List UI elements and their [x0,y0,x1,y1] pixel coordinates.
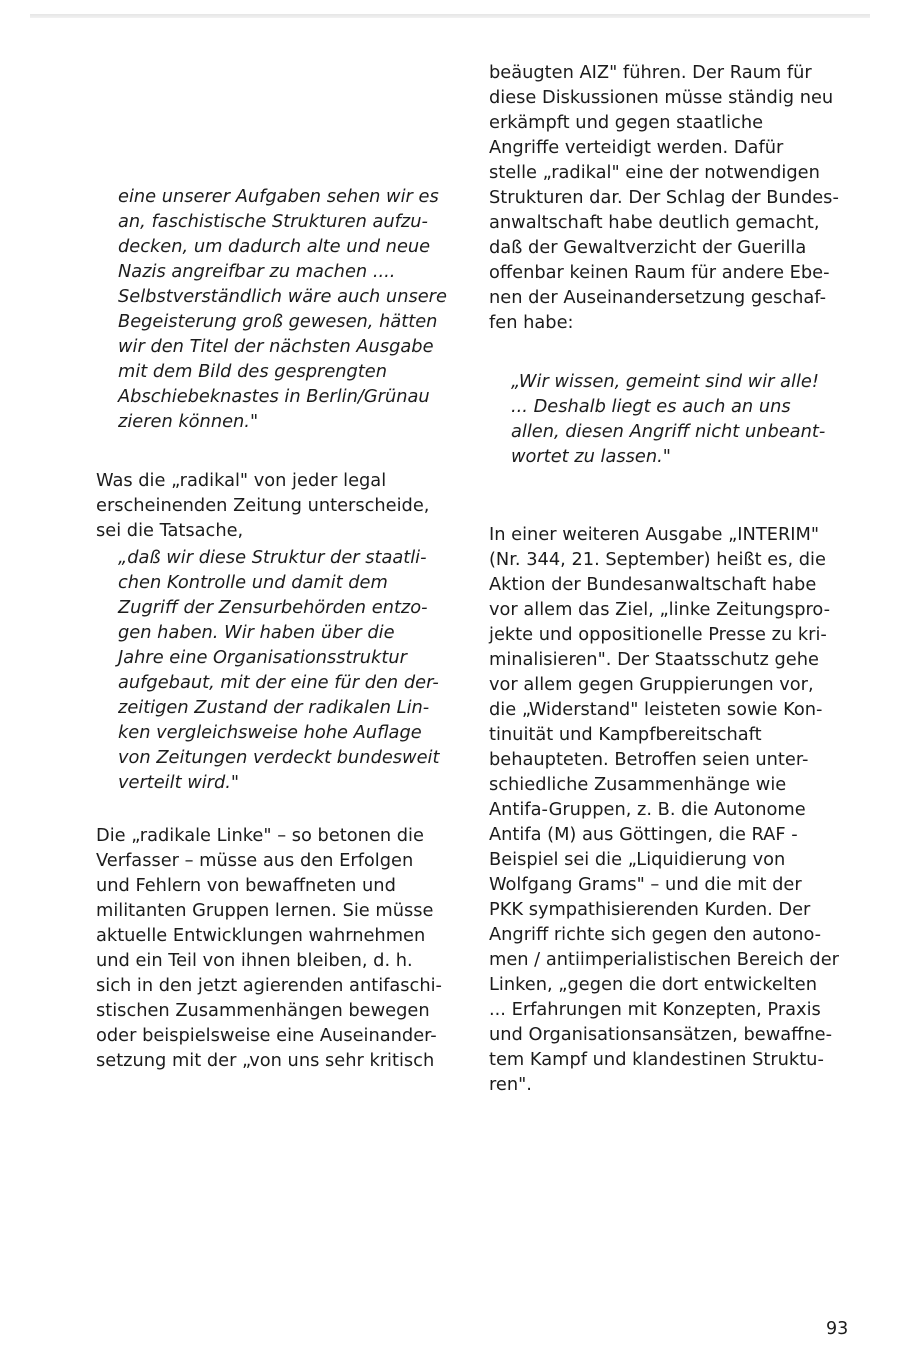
text-line: fen habe: [489,312,574,333]
text-line: Wolfgang Grams" – und die mit der [489,874,802,895]
text-line: stischen Zusammenhängen bewegen [96,1000,430,1021]
text-line: tinuität und Kampfbereitschaft [489,724,762,745]
paragraph-radikal-difference [96,468,429,543]
paragraph-discussion-space [489,60,839,335]
text-line: ... Deshalb liegt es auch an uns [511,396,791,417]
text-line: „Wir wissen, gemeint sind wir alle! [511,371,819,392]
text-line: vor allem das Ziel, „linke Zeitungspro- [489,599,831,620]
text-line: und Organisationsansätzen, bewaffne- [489,1024,833,1045]
text-line: wir den Titel der nächsten Ausgabe [118,336,434,357]
text-line: jekte und oppositionelle Presse zu kri- [489,624,827,645]
text-line: vor allem gegen Gruppierungen vor, [489,674,814,695]
quote-block-gemeint [511,369,825,469]
text-line: erscheinenden Zeitung unterscheide, [96,495,430,516]
text-line: Antifa-Gruppen, z. B. die Autonome [489,799,806,820]
text-line: erkämpft und gegen staatliche [489,112,764,133]
text-line: und ein Teil von ihnen bleiben, d. h. [96,950,413,971]
text-line: Zugriff der Zensurbehörden entzo- [118,597,428,618]
text-line: Selbstverständlich wäre auch unsere [118,286,447,307]
quote-block-aims [118,184,447,434]
text-line: In einer weiteren Ausgabe „INTERIM" [489,524,820,545]
text-line: daß der Gewaltverzicht der Guerilla [489,237,807,258]
text-line: zieren können." [118,411,259,432]
page-number: 93 [826,1319,849,1339]
text-line: schiedliche Zusammenhänge wie [489,774,787,795]
text-line: anwaltschaft habe deutlich gemacht, [489,212,820,233]
text-line: mit dem Bild des gesprengten [118,361,388,382]
text-line: Linken, „gegen die dort entwickelten [489,974,817,995]
text-line: stelle „radikal" eine der notwendigen [489,162,820,183]
text-line: chen Kontrolle und damit dem [118,572,388,593]
text-line: militanten Gruppen lernen. Sie müsse [96,900,434,921]
text-line: ken vergleichsweise hohe Auflage [118,722,422,743]
text-line: aktuelle Entwicklungen wahrnehmen [96,925,426,946]
text-line: Beispiel sei die „Liquidierung von [489,849,786,870]
text-line: men / antiimperialistischen Bereich der [489,949,839,970]
text-line: beäugten AIZ" führen. Der Raum für [489,62,812,83]
text-line: ren". [489,1074,532,1095]
text-line: Jahre eine Organisationsstruktur [118,647,407,668]
text-line: an, faschistische Strukturen aufzu- [118,211,428,232]
paragraph-radikale-linke [96,823,442,1073]
text-line: Antifa (M) aus Göttingen, die RAF - [489,824,798,845]
text-line: von Zeitungen verdeckt bundesweit [118,747,440,768]
text-line: diese Diskussionen müsse ständig neu [489,87,834,108]
text-line: PKK sympathisierenden Kurden. Der [489,899,811,920]
text-line: wortet zu lassen." [511,446,671,467]
quote-block-organisation [118,545,439,795]
text-line: Was die „radikal" von jeder legal [96,470,387,491]
top-edge-rule [30,14,870,18]
text-line: (Nr. 344, 21. September) heißt es, die [489,549,826,570]
text-line: gen haben. Wir haben über die [118,622,395,643]
text-line: Abschiebeknastes in Berlin/Grünau [118,386,430,407]
text-line: die „Widerstand" leisteten sowie Kon- [489,699,823,720]
text-line: und Fehlern von bewaffneten und [96,875,396,896]
text-line: setzung mit der „von uns sehr kritisch [96,1050,435,1071]
text-line: Aktion der Bundesanwaltschaft habe [489,574,817,595]
text-line: decken, um dadurch alte und neue [118,236,431,257]
text-line: Die „radikale Linke" – so betonen die [96,825,424,846]
text-line: verteilt wird." [118,772,240,793]
text-line: Angriffe verteidigt werden. Dafür [489,137,784,158]
text-line: eine unserer Aufgaben sehen wir es [118,186,439,207]
text-line: tem Kampf und klandestinen Struktu- [489,1049,824,1070]
text-line: ... Erfahrungen mit Konzepten, Praxis [489,999,821,1020]
text-line: sei die Tatsache, [96,520,244,541]
text-line: offenbar keinen Raum für andere Ebe- [489,262,830,283]
text-line: allen, diesen Angriff nicht unbeant- [511,421,826,442]
text-line: Angriff richte sich gegen den autono- [489,924,822,945]
text-line: minalisieren". Der Staatsschutz gehe [489,649,819,670]
text-line: nen der Auseinandersetzung geschaf- [489,287,826,308]
text-line: Verfasser – müsse aus den Erfolgen [96,850,414,871]
text-line: Begeisterung groß gewesen, hätten [118,311,438,332]
text-line: oder beispielsweise eine Auseinander- [96,1025,437,1046]
text-line: „daß wir diese Struktur der staatli- [118,547,427,568]
text-line: behaupteten. Betroffen seien unter- [489,749,809,770]
paragraph-interim [489,522,839,1097]
text-line: zeitigen Zustand der radikalen Lin- [118,697,430,718]
text-line: Nazis angreifbar zu machen .... [118,261,396,282]
text-line: aufgebaut, mit der eine für den der- [118,672,439,693]
text-line: sich in den jetzt agierenden antifaschi- [96,975,442,996]
text-line: Strukturen dar. Der Schlag der Bundes- [489,187,839,208]
